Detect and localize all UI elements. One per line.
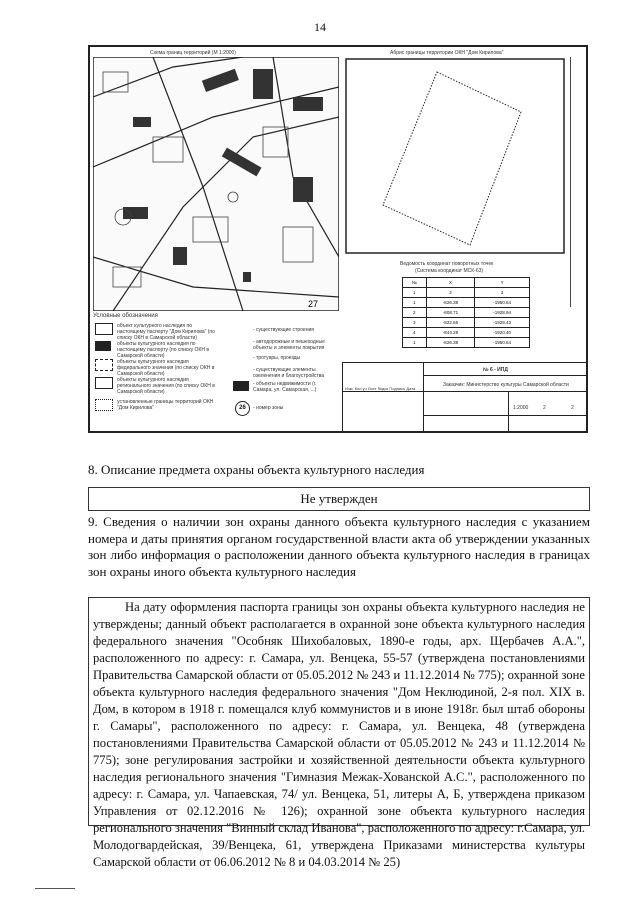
- coords-system: (Система координат МСК-63): [415, 268, 484, 274]
- legend: Условные обозначения объект культурного наследия по настоящему паспорту "Дом Кирилова" (по списку ОКН в Самарской области) объекты культурного наследия по настоящему паспорту (по списку ОКН в Самарской области) объекты культурного наследия федерального значения (по списку ОКН в Самарской области) объекты культурного наследия регионального значения (по списку ОКН в Самарской области) установленные границы территорий ОКН "Дом Кирилова" - существующие строения - автодорожные и пешеходные объекты и элементы покрытия - тротуары, проезды - существующие элементы озеленения и благоустройства - объекты недвижимости (г. Самара, ул. Самарская, ...) 26 - номер зоны: [93, 313, 339, 439]
- map-title: Схема границ территорий (М 1:2000): [150, 50, 236, 56]
- boundary-figure: [88, 45, 588, 433]
- coords-table: № X Y 1 2 3 1 -826.38 -1950.64 2 -808.71 -1928.94 3 -822.66 -1929.43 4 -844.28 -1920.40 1 -826.38 -1950.64: [402, 277, 530, 348]
- sketch-title: Абрис границы территории ОКН "Дом Кирилова": [390, 50, 504, 56]
- site-map: [93, 57, 339, 311]
- stamp-org: Заказчик: Министерство культуры Самарской области: [443, 382, 569, 388]
- zone-badge: 26: [235, 401, 250, 416]
- table-row: 1 -826.38 -1950.64: [403, 338, 530, 348]
- table-row: 3 -822.66 -1929.43: [403, 318, 530, 328]
- boundary-sketch: [345, 58, 565, 254]
- table-row: 4 -844.28 -1920.40: [403, 328, 530, 338]
- title-block: № 6 - ИПД Заказчик: Министерство культуры Самарской области Изм. Кол.уч Лист №док Подпись Дата 1:2000 2 2: [342, 362, 587, 433]
- section-8-heading: 8. Описание предмета охраны объекта культурного наследия: [88, 462, 425, 477]
- table-row: 2 -808.71 -1928.94: [403, 308, 530, 318]
- section-9-value: На дату оформления паспорта границы зон охраны объекта культурного наследия не утверждены; данный объект располагается в охранной зоне объекта культурного наследия федерального значения "Особняк Шихобаловых, 1890-е годы, арх. Щербачев А.А.", расположенного по адресу: г. Самара, ул. Венцека, 55-57 (утверждена постановлениями Правительства Самарской области от 05.05.2012 № 243 и 11.12.2014 № 775); охранной зоне объекта культурного наследия федерального значения "Дом Неклюдиной, 2-я пол. XIX в. Дом, в котором в 1918 г. помещался клуб коммунистов и в июне 1918г. был штаб обороны г. Самары", расположенного по адресу: г. Самара, ул. Венцека, 48 (утверждена постановлениями Правительства Самарской области от 05.05.2012 № 243 и 11.12.2014 № 775); зоне регулирования застройки и хозяйственной деятельности объекта культурного наследия регионального значения "Гимназия Межак-Хованской А.С.", расположенного по адресу: г. Самара, ул. Чапаевская, 74/ ул. Венцека, 51, литеры А, Б, утверждена приказом Управления от 02.12.2016 № 126); охранной зоне объекта культурного наследия регионального значения "Винный склад Иванова", расположенного по адресу: г.Самара, ул. Молодогвардейская, 39/Венцека, 61, утверждена Приказами министерства культуры Самарской области от 06.06.2012 № 8 и 04.03.2014 № 25): [88, 597, 590, 826]
- coords-caption: Ведомость координат поворотных точек: [400, 261, 494, 267]
- section-9-heading: 9. Сведения о наличии зон охраны данного объекта культурного наследия с указанием номера и даты принятия органом государственной власти акта об утверждении указанных зон либо информация о расположении данного объекта культурного наследия в границах зон охраны иного объекта культурного наследия: [88, 514, 590, 579]
- footer-rule: [35, 888, 75, 889]
- section-8-value: Не утвержден: [88, 487, 590, 511]
- table-row: 1 -826.38 -1950.64: [403, 298, 530, 308]
- legend-title: Условные обозначения: [93, 313, 158, 319]
- map-label: 27: [308, 299, 319, 309]
- stamp-code: № 6 - ИПД: [483, 367, 508, 373]
- divider: [570, 57, 571, 307]
- page-number: 14: [314, 20, 326, 34]
